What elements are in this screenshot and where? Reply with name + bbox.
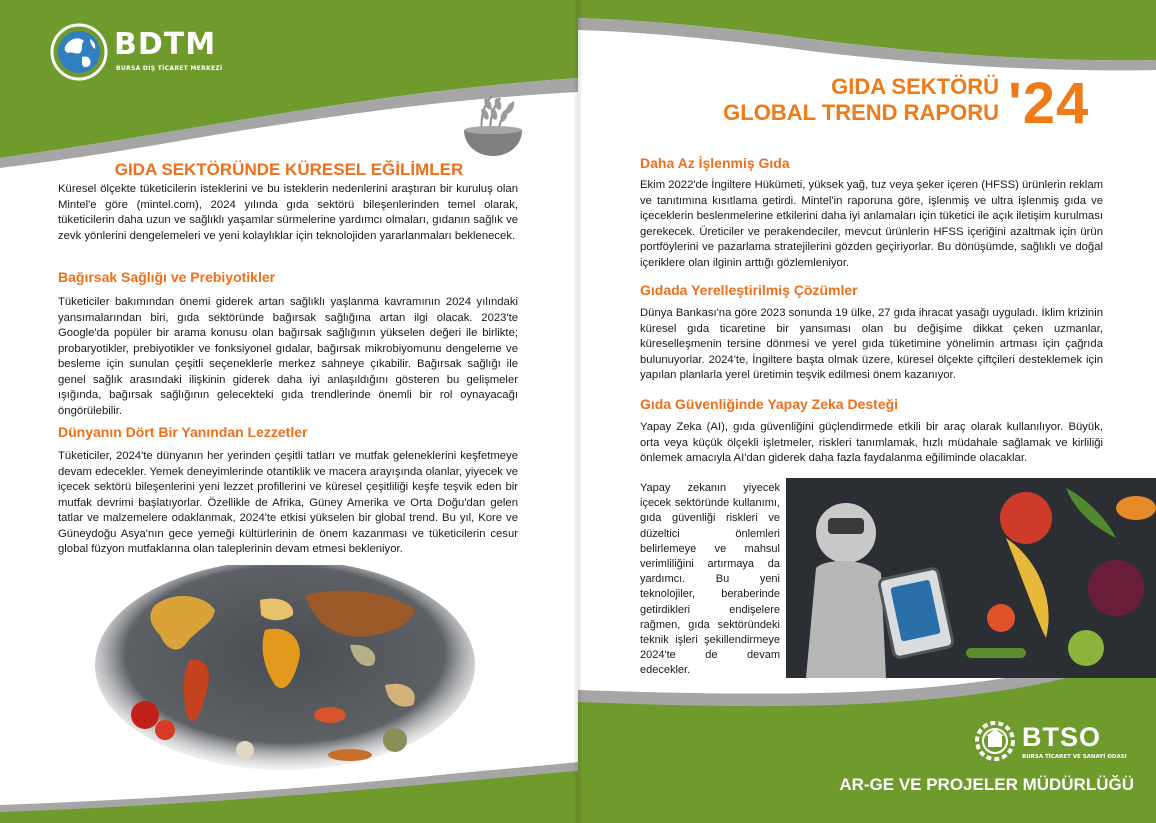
spice-world-map-image [95, 565, 475, 770]
section-heading-ai-food-safety: Gıda Güvenliğinde Yapay Zeka Desteği [640, 396, 899, 412]
section-body-world-flavors: Tüketiciler, 2024'te dünyanın her yerinden çeşitli tatları ve mutfak geleneklerini keşfetmeye devam edecekler. Yemek deneyimlerinde otantiklik ve macera arayışında olanlar, yiyecek ve içecek sektörü bileşenlerini yeni lezzet profillerini ve küresel çeşitliliği keşfe teşvik eden bir mutfak devrimi başlatıyorlar. Özellikle de Afrika, Güney Amerika ve Orta Doğu'dan gelen tatlar ve malzemelere odaklanmak, 2024'te etkisi yükselen bir global trend. Bu yıl, Kore ve Güneydoğu Asya'nın gece yemeği kültürlerinin de önem kazanması ve tüketicilerin cesur global füzyon mutfaklarına olan taleplerinin devam etmesi bekleniyor. [58, 450, 518, 555]
section-heading-gut-health: Bağırsak Sağlığı ve Prebiyotikler [58, 269, 276, 285]
report-title-line2: GLOBAL TREND RAPORU [723, 100, 999, 125]
robot-vegetables-image [786, 478, 1156, 678]
report-title-line1: GIDA SEKTÖRÜ [831, 74, 999, 99]
report-year: '24 [1008, 71, 1090, 136]
section-body-gut-health: Tüketiciler bakımından önemi giderek artan sağlıklı yaşlanma kavramının 2024 yılındaki yansımalarından biri, gıda sektöründe bağırsak sağlığına artan ilgi olacak. 2023'te Google'da popüler bir arama konusu olan bağırsak sağlığının yükselen değeri ile birlikte; probaryotikler, prebiyotikler ve fonksiyonel gıdalar, bağırsak mikrobiyomunu dengeleme ve besleme için sunulan çeşitli seçeneklerle merkez sahneye çıkabilir. Bağırsak sağlığı ile genel sağlık arasındaki ilişkinin giderek daha iyi anlaşıldığını gösteren bu gelişmeler ışığında, bağırsak sağlığının gelecekteki gıda trendlerinde önemli bir rol oynayacağı öngörülebilir. [58, 296, 518, 417]
ai-side-text: Yapay zekanın yiyecek içecek sektöründe kullanımı, gıda güvenliği riskleri ve düzeltici önlemleri belirlemeye ve mahsul verimliliğini artırmaya da yardımcı. Bu yeni teknolojiler, beraberinde getirdikleri endişelere rağmen, gıda sektöründeki teknik işleri şekillendirmeye 2024'te de devam edecekler. [640, 482, 780, 677]
section-heading-less-processed: Daha Az İşlenmiş Gıda [640, 155, 790, 171]
footer-department: AR-GE VE PROJELER MÜDÜRLÜĞÜ [839, 775, 1134, 794]
bdtm-logo-text: BDTM [114, 27, 217, 62]
section-heading-world-flavors: Dünyanın Dört Bir Yanından Lezzetler [58, 424, 308, 440]
wheat-bowl-icon [458, 92, 528, 158]
btso-logo-text: BTSO [1022, 722, 1102, 752]
page-gutter [573, 0, 583, 823]
intro-paragraph: Küresel ölçekte tüketicilerin isteklerini ve bu isteklerin nedenlerini araştıran bir kuruluş olan Mintel'e göre (mintel.com), 2024 yılında gıda sektörü bileşenlerinden temel olarak, tüketicilerin daha uzun ve sağlıklı yaşamlar sürmelerine yardımcı olmaları, gıdanın sağlık ve zevk yönlerini dengelemeleri ve yeni kolaylıklar için teknolojiden yararlanmaları beklenecek. [58, 183, 518, 242]
main-heading: GIDA SEKTÖRÜNDE KÜRESEL EĞİLİMLER [114, 160, 464, 179]
btso-logo-subtitle: BURSA TİCARET VE SANAYİ ODASI [1022, 754, 1127, 760]
bdtm-logo-subtitle: BURSA DIŞ TİCARET MERKEZİ [116, 65, 223, 72]
section-body-less-processed: Ekim 2022'de İngiltere Hükümeti, yüksek yağ, tuz veya şeker içeren (HFSS) ürünlerin reklam ve tanıtımına kısıtlama getirdi. Mintel'in raporuna göre, işlenmiş ve ultra işlenmiş gıda ve içeceklerin beslenmelerine etkilerini daha iyi anlamaları için tüketici ile açık iletişim kurulması gerekecek. Üreticiler ve perakendeciler, mevcut ürünlerin HFSS içeriğini azaltmak için ürün portföylerini ve pazarlama stratejilerini gözden geçiriyorlar. Bu dönüşümde, sağlıklı ve doğal içeriklere olan ilginin arttığı gözlemleniyor. [640, 179, 1104, 269]
right-page [578, 0, 1156, 823]
section-body-ai-food-safety: Yapay Zeka (AI), gıda güvenliğini güçlendirmede etkili bir araç olarak kullanılıyor. Büyük, orta veya küçük ölçekli işletmeler, riskleri tanımlamak, hızlı müdahale sağlamak ve kirliliği önlemek amacıyla AI'dan giderek daha fazla faydalanma eğiliminde olacaklar. [640, 421, 1103, 464]
globe-icon [50, 23, 108, 81]
btso-logo [972, 718, 1132, 766]
bdtm-logo [50, 23, 240, 83]
section-heading-localized: Gıdada Yerelleştirilmiş Çözümler [640, 282, 858, 298]
section-body-localized: Dünya Bankası'na göre 2023 sonunda 19 ülke, 27 gıda ihracat yasağı uyguladı. İklim krizinin küresel gıda ticaretine bir yansıması olan bu değişime dikkat çeken uzmanlar, küreselleşmenin tersine dönmesi ve yerel gıda tüketimine yönelimin artması için çağrıda bulunuyorlar. 2024'te, İngiltere başta olmak üzere, küresel ölçekte çiftçileri desteklemek için yapılan planlarla yerel üretimin teşvik edilmesi önem kazanıyor. [640, 307, 1103, 381]
gear-building-icon [972, 718, 1018, 764]
